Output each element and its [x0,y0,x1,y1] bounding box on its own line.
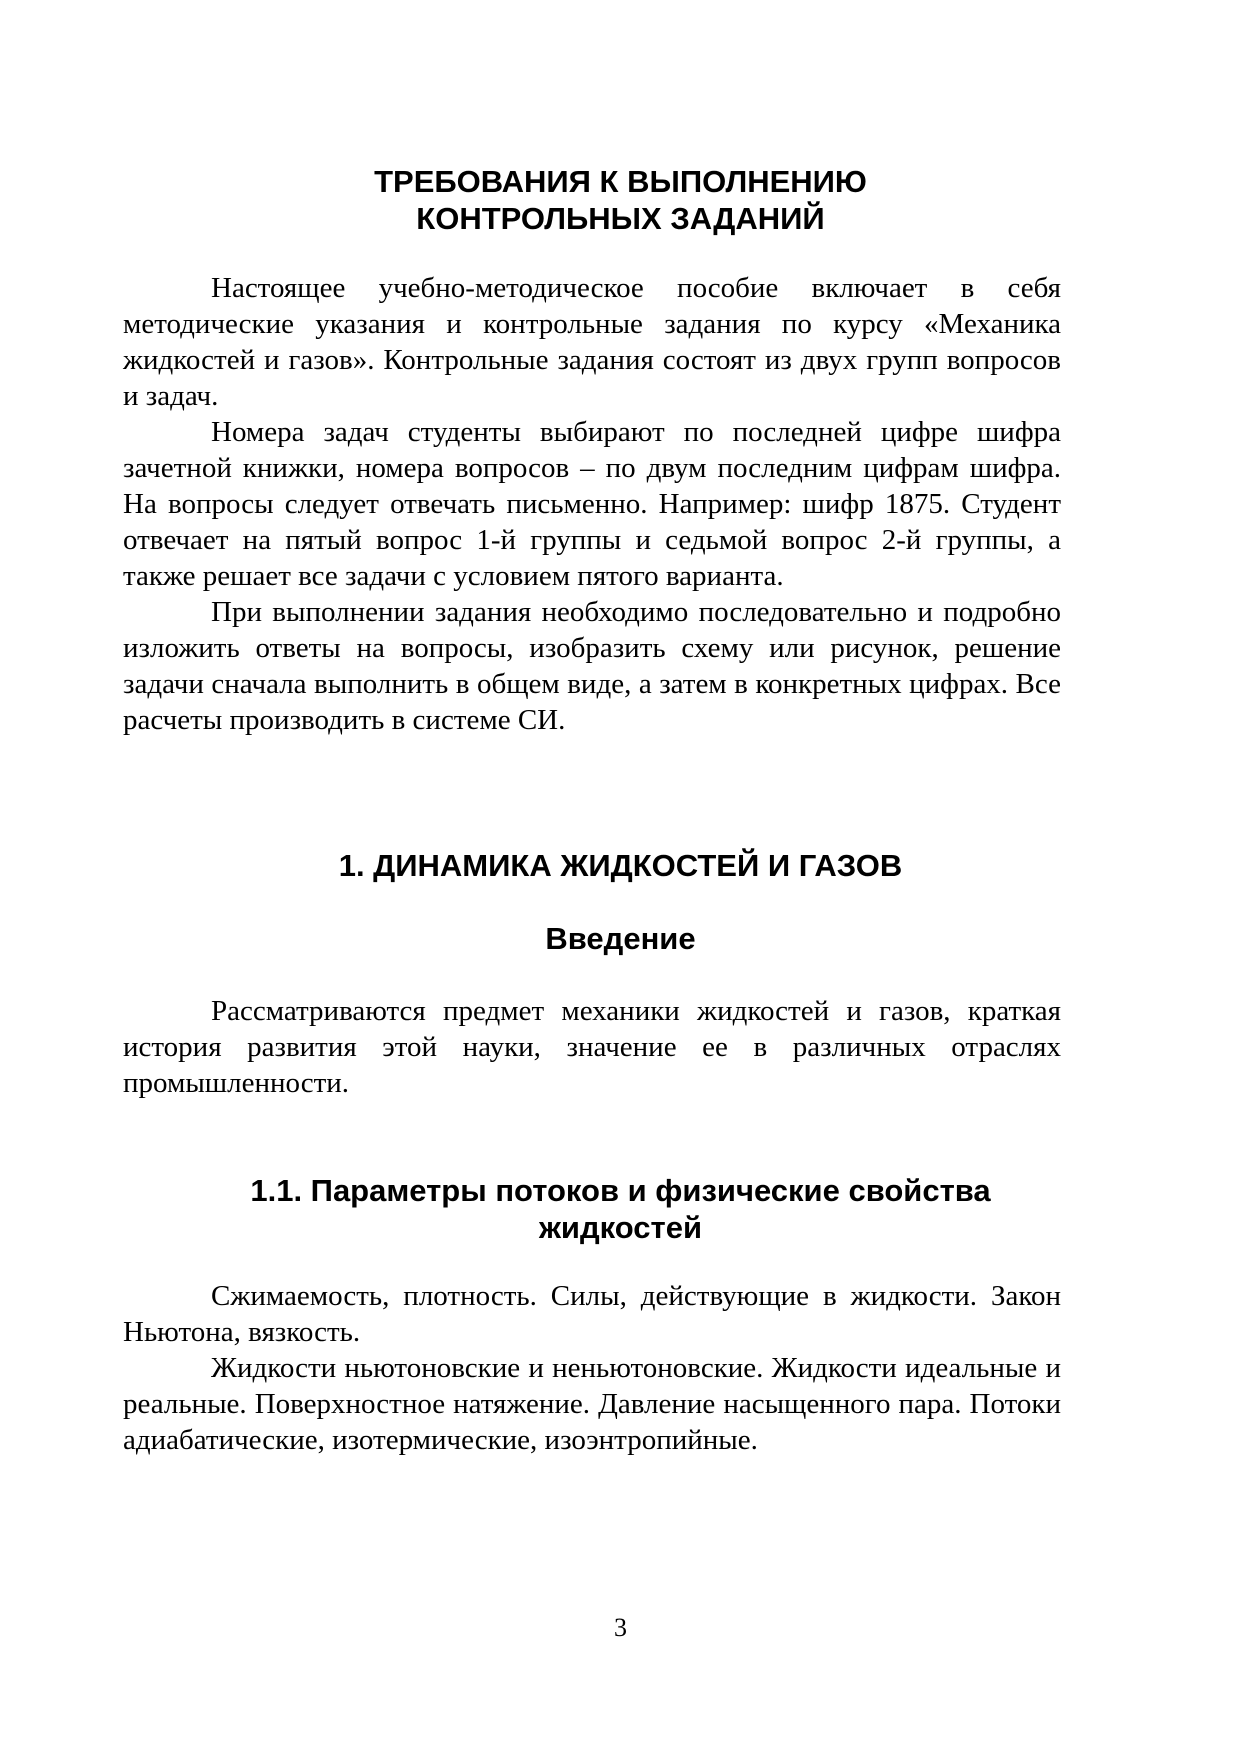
requirements-paragraph-3: При выполнении задания необходимо последовательно и подробно изложить ответы на вопросы, изобразить схему или рисунок, решение задачи сначала выполнить в общем виде, а затем в конкретных цифрах. Все расчеты производить в системе СИ. [123,596,1061,736]
subsection-1-1-body [123,1278,1061,1458]
subsection-1-1-paragraph-1: Сжимаемость, плотность. Силы, действующие в жидкости. Закон Ньютона, вязкость. [123,1280,1061,1348]
section-1-title: 1. ДИНАМИКА ЖИДКОСТЕЙ И ГАЗОВ [338,848,903,883]
subsection-1-1-title-line-2: жидкостей [538,1210,703,1245]
requirements-paragraph-2: Номера задач студенты выбирают по последней цифре шифра зачетной книжки, номера вопросов – по двум последним цифрам шифра. На вопросы следует отвечать письменно. Например: шифр 1875. Студент отвечает на пятый вопрос 1-й группы и седьмой вопрос 2-й группы, а также решает все задачи с условием пятого варианта. [123,416,1061,592]
requirements-title-line-1: ТРЕБОВАНИЯ К ВЫПОЛНЕНИЮ [374,164,867,199]
requirements-body [123,270,1061,738]
subsection-1-1-title [0,1172,1241,1246]
introduction-title: Введение [545,921,696,956]
requirements-title-line-2: КОНТРОЛЬНЫХ ЗАДАНИЙ [416,201,825,236]
introduction-body [123,993,1061,1101]
requirements-title [0,163,1241,237]
subsection-1-1-title-line-1: 1.1. Параметры потоков и физические свойства [250,1173,991,1208]
page-number: 3 [614,1613,627,1642]
introduction-paragraph: Рассматриваются предмет механики жидкостей и газов, краткая история развития этой науки, значение ее в различных отраслях промышленности. [123,995,1061,1099]
subsection-1-1-paragraph-2: Жидкости ньютоновские и неньютоновские. Жидкости идеальные и реальные. Поверхностное натяжение. Давление насыщенного пара. Потоки адиабатические, изотермические, изоэнтропийные. [123,1352,1061,1456]
requirements-paragraph-1: Настоящее учебно-методическое пособие включает в себя методические указания и контрольные задания по курсу «Механика жидкостей и газов». Контрольные задания состоят из двух групп вопросов и задач. [123,272,1061,412]
